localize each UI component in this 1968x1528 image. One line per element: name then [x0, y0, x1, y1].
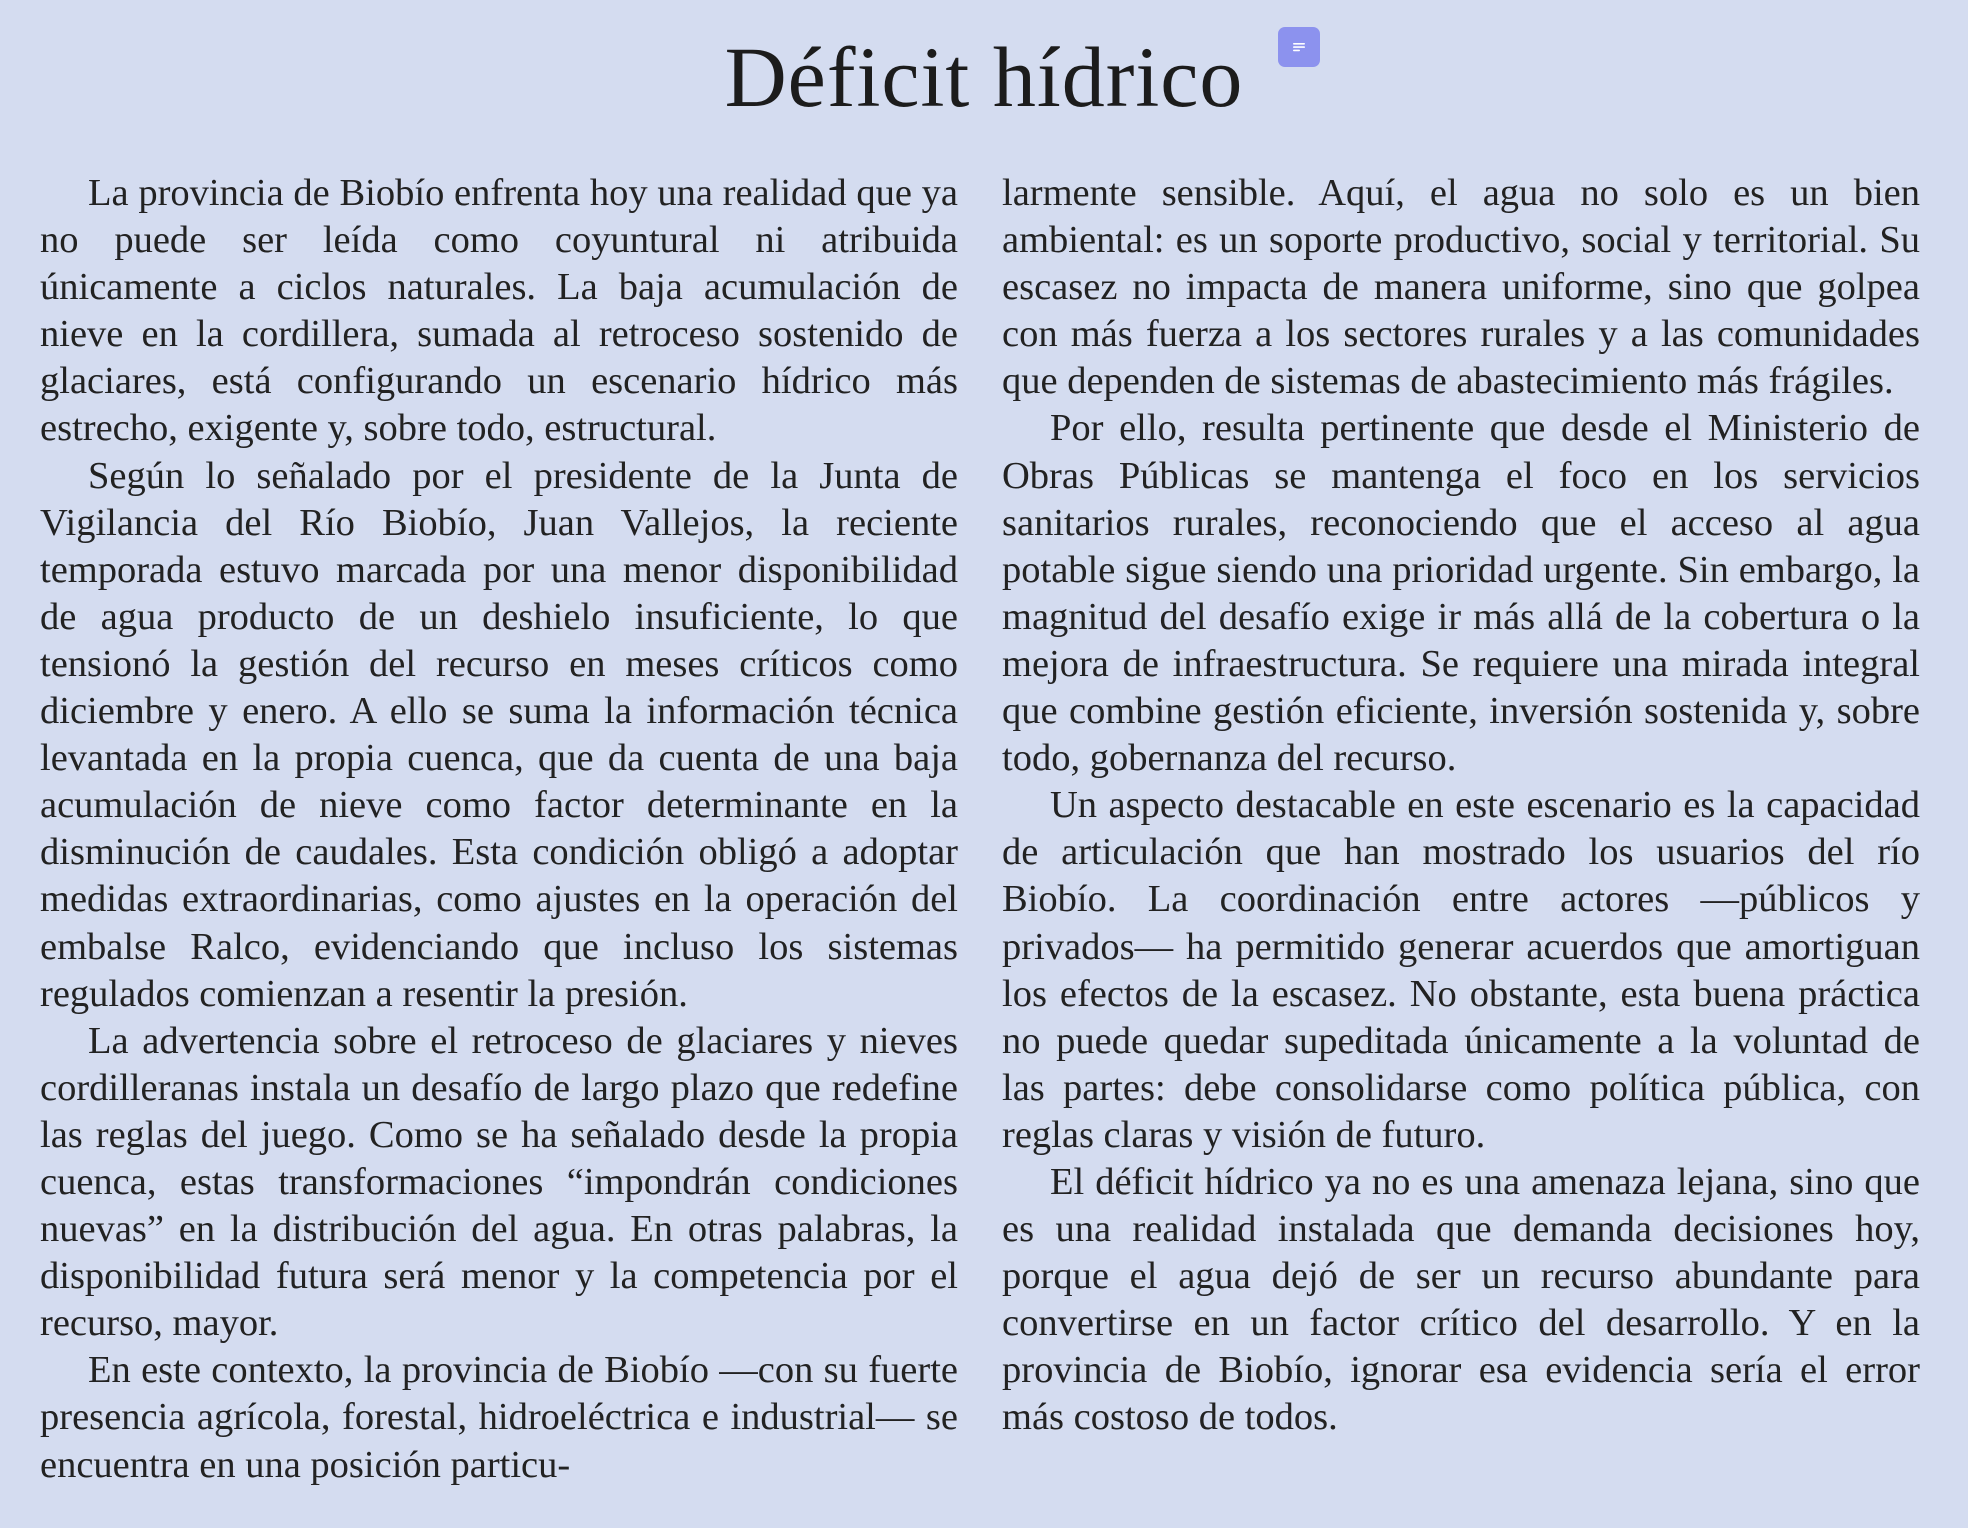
article-body: [40, 170, 1920, 1490]
paragraph: Por ello, resulta pertinente que desde el Ministerio de Obras Públicas se mantenga el foco en los servicios sanitarios rurales, reconociendo que el acceso al agua potable sigue siendo una prioridad urgente. Sin embargo, la magnitud del desafío exige ir más allá de la cobertura o la mejora de infraestructura. Se requiere una mirada integral que combine gestión eficiente, inversión sostenida y, sobre todo, gobernanza del recurso.: [1002, 407, 1920, 780]
note-lines-icon: [1290, 40, 1308, 54]
note-badge[interactable]: [1278, 27, 1320, 67]
paragraph: La provincia de Biobío enfrenta hoy una realidad que ya no puede ser leída como coyuntural ni atribuida únicamente a ciclos naturales. La baja acumulación de nieve en la cordillera, sumada al retroceso sostenido de glaciares, está configurando un escenario hídrico más estrecho, exigente y, sobre todo, estructural.: [40, 172, 958, 450]
paragraph: La advertencia sobre el retroceso de glaciares y nieves cordilleranas instala un desafío de largo plazo que redefine las reglas del juego. Como se ha señalado desde la propia cuenca, estas transformaciones “impondrán condiciones nuevas” en la distribución del agua. En otras palabras, la disponibilidad futura será menor y la competencia por el recurso, mayor.: [40, 1019, 958, 1345]
paragraph-continuation: larmente sensible. Aquí, el agua no solo es un bien ambiental: es un soporte productivo, social y territorial. Su escasez no impacta de manera uniforme, sino que golpea con más fuerza a los sectores rurales y a las comunidades que dependen de sistemas de abastecimiento más frágiles.: [1002, 172, 1920, 403]
paragraph: Según lo señalado por el presidente de la Junta de Vigilancia del Río Biobío, Juan Vallejos, la reciente temporada estuvo marcada por una menor disponibilidad de agua producto de un deshielo insuficiente, lo que tensionó la gestión del recurso en meses críticos como diciembre y enero. A ello se suma la información técnica levantada en la propia cuenca, que da cuenta de una baja acumulación de nieve como factor determinante en la disminución de caudales. Esta condición obligó a adoptar medidas extraordinarias, como ajustes en la operación del embalse Ralco, evidenciando que incluso los sistemas regulados comienzan a resentir la presión.: [40, 454, 958, 1015]
right-column: [1002, 170, 1920, 1490]
paragraph: Un aspecto destacable en este escenario es la capacidad de articulación que han mostrado los usuarios del río Biobío. La coordinación entre actores —públicos y privados— ha permitido generar acuerdos que amortiguan los efectos de la escasez. No obstante, esta buena práctica no puede quedar supeditada únicamente a la voluntad de las partes: debe consolidarse como política pública, con reglas claras y visión de futuro.: [1002, 784, 1920, 1156]
paragraph: El déficit hídrico ya no es una amenaza lejana, sino que es una realidad instalada que demanda decisiones hoy, porque el agua dejó de ser un recurso abundante para convertirse en un factor crítico del desarrollo. Y en la provincia de Biobío, ignorar esa evidencia sería el error más costoso de todos.: [1002, 1160, 1920, 1439]
left-column: [40, 170, 958, 1490]
paragraph: En este contexto, la provincia de Biobío —con su fuerte presencia agrícola, forestal, hidroeléctrica e industrial— se encuentra en una posición particu-: [40, 1349, 958, 1486]
article-title: Déficit hídrico: [724, 29, 1244, 125]
